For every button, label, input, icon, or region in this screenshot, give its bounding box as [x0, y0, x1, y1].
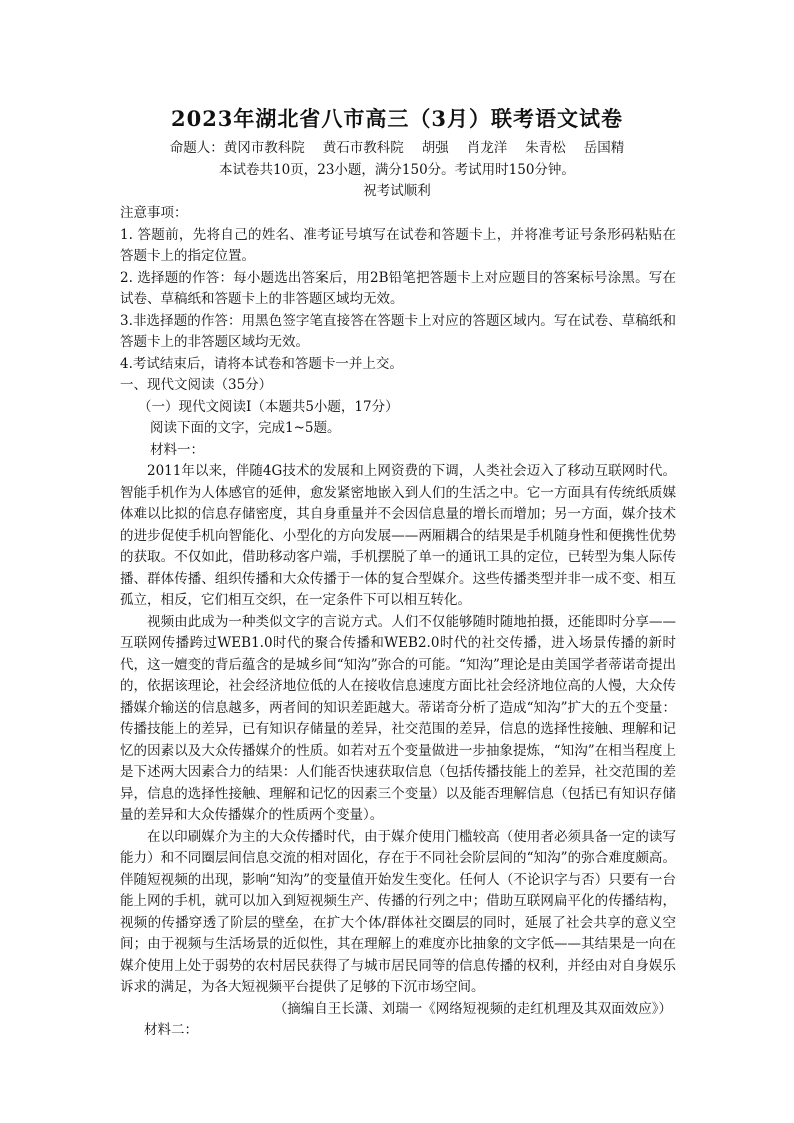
- notes-heading: 注意事项：: [120, 205, 188, 221]
- author-credit: 肖龙洋: [466, 140, 508, 156]
- author-credit: 岳国精: [583, 140, 625, 156]
- author-credit: 胡强: [421, 140, 449, 156]
- author-credit: 朱青松: [525, 140, 566, 156]
- note-item: 1. 答题前，先将自己的姓名、准考证号填写在试卷和答题卡上，并将准考证号条形码粘贴在答题卡上的指定位置。: [120, 226, 676, 264]
- authors-line: [0, 138, 794, 160]
- author-credit: 黄石市教科院: [322, 140, 404, 156]
- material-two-label: 材料二：: [144, 1022, 198, 1038]
- passage-paragraph: 视频由此成为一种类似文字的言说方式。人们不仅能够随时随地拍摄，还能即时分享——互联网传播跨过WEB1.0时代的聚合传播和WEB2.0时代的社交传播，进入场景传播的新时代，这一嬗变的背后蕴含的是城乡间“知沟”弥合的可能。“知沟”理论是由美国学者蒂诺奇提出的，依据该理论，社会经济地位低的人在接收信息速度方面比社会经济地位高的人慢，大众传播媒介输送的信息越多，两者间的知识差距越大。蒂诺奇分析了造成“知沟”扩大的五个变量：传播技能上的差异，已有知识存储量的差异，社交范围的差异，信息的选择性接触、理解和记忆的因素以及大众传播媒介的性质。如若对五个变量做进一步抽象提炼，“知沟”在相当程度上是下述两大因素合力的结果：人们能否快速获取信息（包括传播技能上的差异，社交范围的差异，信息的选择性接触、理解和记忆的因素三个变量）以及能否理解信息（包括已有知识存储量的差异和大众传播媒介的性质两个变量）。: [120, 613, 676, 823]
- note-item: 2. 选择题的作答：每小题选出答案后，用2B铅笔把答题卡上对应题目的答案标号涂黑。写在试卷、草稿纸和答题卡上的非答题区域均无效。: [120, 269, 676, 307]
- source-citation: （摘编自王长潇、刘瑞一《网络短视频的走红机理及其双面效应》）: [273, 1000, 672, 1017]
- reading-instruction: 阅读下面的文字，完成1~5题。: [150, 420, 341, 436]
- author-credit: 命题人：黄冈市教科院: [169, 140, 305, 156]
- exam-info: 本试卷共10页，23小题，满分150分。考试用时150分钟。: [219, 162, 575, 178]
- subsection-heading: （一）现代文阅读Ⅰ（本题共5小题，17分）: [138, 398, 399, 415]
- note-item: 3.非选择题的作答：用黑色签字笔直接答在答题卡上对应的答题区域内。写在试卷、草稿纸和答题卡上的非答题区域均无效。: [120, 312, 676, 350]
- section-heading: 一、现代文阅读（35分）: [120, 377, 273, 393]
- exam-body: [120, 203, 676, 1042]
- passage-paragraph: 在以印刷媒介为主的大众传播时代，由于媒介使用门槛较高（使用者必须具备一定的读写能力）和不同圈层间信息交流的相对固化，存在于不同社会阶层间的“知沟”的弥合难度颇高。伴随短视频的出现，影响“知沟”的变量值开始发生变化。任何人（不论识字与否）只要有一台能上网的手机，就可以加入到短视频生产、传播的行列之中；借助互联网扁平化的传播结构，视频的传播穿透了阶层的壁垒，在扩大个体/群体社交圈层的同时，延展了社会共享的意义空间；由于视频与生活场景的近似性，其在理解上的难度亦比抽象的文字低——其结果是一向在媒介使用上处于弱势的农村居民获得了与城市居民同等的信息传播的权利，并经由对自身娱乐诉求的满足，为各大短视频平台提供了足够的下沉市场空间。: [120, 828, 676, 995]
- good-luck-note: 祝考试顺利: [363, 183, 431, 199]
- passage-paragraph: 2011年以来，伴随4G技术的发展和上网资费的下调，人类社会迈入了移动互联网时代。智能手机作为人体感官的延伸，愈发紧密地嵌入到人们的生活之中。它一方面具有传统纸质媒体难以比拟的信息存储密度，其自身重量并不会因信息量的增长而增加；另一方面，媒介技术的进步促使手机向智能化、小型化的方向发展——两厢耦合的结果是手机随身性和便携性优势的获取。不仅如此，借助移动客户端，手机摆脱了单一的通讯工具的定位，已转型为集人际传播、群体传播、组织传播和大众传播于一体的复合型媒介。这些传播类型并非一成不变、相互孤立，相反，它们相互交织，在一定条件下可以相互转化。: [120, 463, 676, 608]
- material-one-label: 材料一：: [150, 441, 204, 458]
- exam-title: 2023年湖北省八市高三（3月）联考语文试卷: [170, 106, 624, 131]
- note-item: 4.考试结束后，请将本试卷和答题卡一并上交。: [120, 355, 403, 372]
